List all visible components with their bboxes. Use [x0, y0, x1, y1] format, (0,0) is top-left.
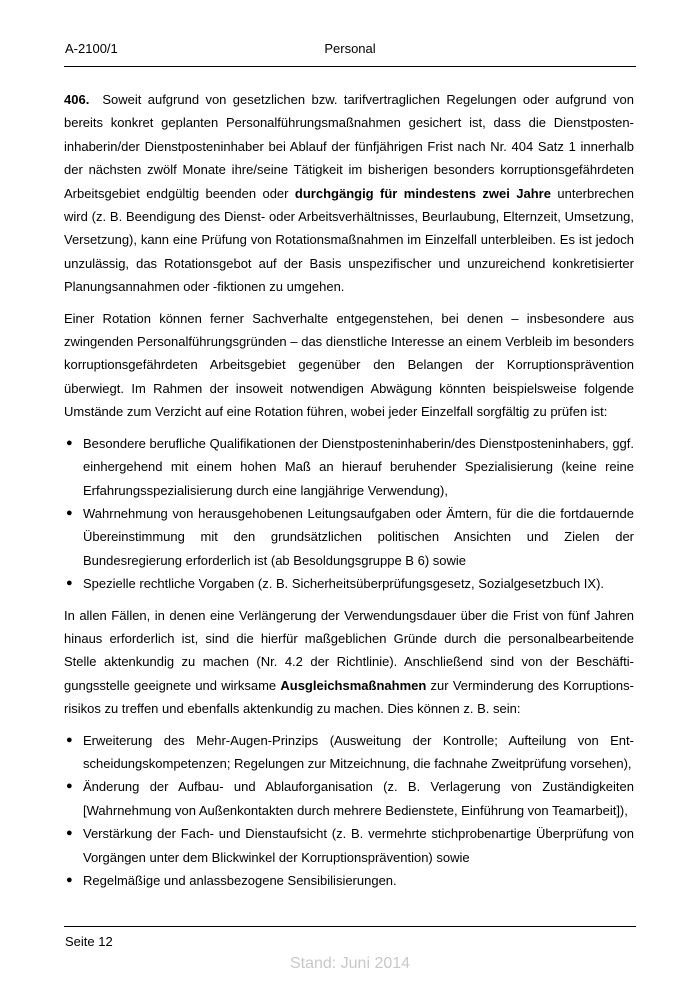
paragraph-text: zur Verminderung des Korruptionsrisikos zu treffen und ebenfalls aktenkundig zu machen. Dies können z. B. sein:: [64, 677, 634, 717]
bullet-icon: ●: [66, 577, 73, 590]
bullet-icon: ●: [66, 827, 73, 840]
page-footer: [64, 926, 636, 949]
list-item: [64, 502, 634, 572]
paragraph-text: unterbrechen wird (z. B. Beendigung des Dienst- oder Arbeitsverhältnisses, Beurlaubung, Elternzeit, Umsetzung, Versetzung), kann eine Prüfung von Rotationsmaßnahmen im Einzelfall unterbleiben. Es ist jedoch unzulässig, das Rotationsgebot auf der Basis unspezifischer und unzureichend konkretisierter Planungsannahmen oder -fiktionen zu umgehen.: [64, 185, 634, 295]
list-item: [64, 729, 634, 776]
document-id: A-2100/1: [65, 41, 118, 56]
list-item-text: Regelmäßige und anlassbezogene Sensibilisierungen.: [83, 873, 397, 888]
page-number: Seite 12: [65, 934, 113, 949]
bullet-icon: ●: [66, 874, 73, 886]
paragraph: [64, 604, 634, 721]
list-item: [64, 822, 634, 869]
bullet-icon: ●: [66, 780, 73, 793]
header-title: Personal: [324, 41, 376, 56]
bullet-icon: ●: [66, 506, 73, 519]
page-header: [64, 40, 636, 67]
bullet-icon: ●: [66, 733, 73, 746]
bullet-list: [64, 729, 634, 893]
list-item: [64, 432, 634, 502]
bold-text: Ausgleichsmaßnahmen: [280, 677, 427, 693]
section-number: 406.: [64, 92, 90, 107]
paragraph-406: [64, 88, 634, 299]
paragraph-text: Soweit aufgrund von gesetzlichen bzw. tarifvertraglichen Regelungen oder aufgrund von bereits konkret geplanten Personalführungsmaßnahmen gesichert ist, dass die Dienstposteninhaberin/der Dienstposteninhaber bei Ablauf der fünfjährigen Frist nach Nr. 404 Satz 1 innerhalb der nächsten zwölf Monate ihre/seine Tätigkeit im bisherigen besonders korruptionsgefährdeten Arbeitsgebiet endgültig beenden oder: [64, 92, 634, 201]
list-item: [64, 775, 634, 822]
list-item-text: Spezielle rechtliche Vorgaben (z. B. Sicherheitsüberprüfungsgesetz, Sozialgesetzbuch IX).: [83, 576, 605, 592]
list-item: [64, 572, 634, 595]
bullet-list: [64, 432, 634, 596]
bold-text: durchgängig für mindestens zwei Jahre: [294, 185, 551, 201]
paragraph-text: In allen Fällen, in denen eine Verlängerung der Verwendungsdauer über die Frist von fünf Jahren hinaus erforderlich ist, sind die hierfür maßgeblichen Gründe durch die personalbearbeitende Stelle aktenkundig zu machen (Nr. 4.2 der Richtlinie). Anschließend sind von der Beschäftigungsstelle geeignete und wirksame: [64, 607, 634, 693]
list-item-text: Wahrnehmung von herausgehobenen Leitungsaufgaben oder Ämtern, für die die fortdauernde Übereinstimmung mit den grundsätzlichen politischen Ansichten und Zielen der Bundesregierung erforderlich ist (ab Besoldungsgruppe B 6) sowie: [83, 505, 634, 568]
document-body: [64, 88, 634, 900]
paragraph: Einer Rotation können ferner Sachverhalte entgegenstehen, bei denen – insbesondere aus zwingenden Personalführungsgründen – das dienstliche Interesse an einem Verbleib im besonders korruptionsgefährdeten Arbeitsgebiet gegenüber den Belangen der Korruptionsprävention überwiegt. Im Rahmen der insoweit notwendigen Abwägung könnten beispielsweise folgende Umstände zum Verzicht auf eine Rotation führen, wobei jeder Einzelfall sorgfältig zu prüfen ist:: [64, 310, 634, 420]
list-item: [64, 869, 634, 892]
list-item-text: Erweiterung des Mehr-Augen-Prinzips (Ausweitung der Kontrolle; Aufteilung von Entscheidungskompetenzen; Regelungen zur Mitzeichnung, die fachnahe Zweitprüfung vorsehen),: [83, 732, 634, 771]
list-item-text: Verstärkung der Fach- und Dienstaufsicht (z. B. vermehrte stichprobenartige Überprüfung von Vorgängen unter dem Blickwinkel der Korruptionsprävention) sowie: [83, 826, 634, 865]
list-item-text: Änderung der Aufbau- und Ablauforganisation (z. B. Verlagerung von Zuständigkeiten [Wahrnehmung von Außenkontakten durch mehrere Bedienstete, Einführung von Teamarbeit]),: [83, 779, 634, 818]
stand-date: Stand: Juni 2014: [289, 955, 411, 972]
list-item-text: Besondere berufliche Qualifikationen der Dienstposteninhaberin/des Dienstposteninhabers, ggf. einhergehend mit einem hohen Maß an hierauf beruhender Spezialisierung (keine reine Erfahrungsspezialisierung durch eine langjährige Verwendung),: [83, 435, 634, 498]
bullet-icon: ●: [66, 436, 73, 449]
